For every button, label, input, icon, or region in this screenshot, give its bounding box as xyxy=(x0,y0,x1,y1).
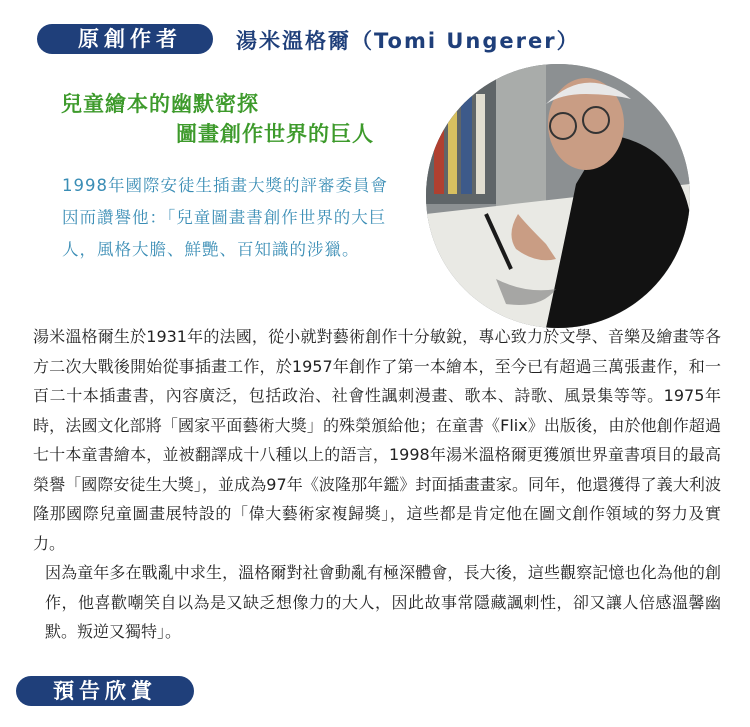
award-quote: 1998年國際安徒生插畫大獎的評審委員會因而讚譽他：「兒童圖畫書創作世界的大巨人，風格大膽、鮮艷、百知識的涉獵。 xyxy=(62,176,388,259)
biography-paragraph-1: 湯米溫格爾生於1931年的法國，從小就對藝術創作十分敏銳，專心致力於文學、音樂及繪畫等各方二次大戰後開始從事插畫工作，於1957年創作了第一本繪本，至今已有超過三萬張畫作，和一百二十本插畫書，內容廣泛，包括政治、社會性諷刺漫畫、歌本、詩歌、風景集等等。1975年時，法國文化部將「國家平面藝術大獎」的殊榮頒給他；在童書《Flix》出版後，由於他創作超過七十本童書繪本，並被翻譯成十八種以上的語言，1998年湯米溫格爾更獲頒世界童書項目的最高榮譽「國際安徒生大獎」，並成為97年《波隆那年鑑》封面插畫畫家。同年，他還獲得了義大利波隆那國際兒童圖畫展特設的「偉大藝術家複歸獎」，這些都是肯定他在圖文創作領域的努力及實力。 xyxy=(33,327,721,553)
author-name: 湯米溫格爾（Tomi Ungerer） xyxy=(236,29,580,53)
biography-paragraph-2: 因為童年多在戰亂中求生，溫格爾對社會動亂有極深體會，長大後，這些觀察記憶也化為他的創作，他喜歡嘲笑自以為是又缺乏想像力的大人，因此故事常隱藏諷刺性，卻又讓人倍感溫馨幽默。叛逆又獨特」。 xyxy=(45,563,721,641)
biography-text xyxy=(33,322,721,647)
section-label-author: 原創作者 xyxy=(37,24,213,54)
section-label-preview: 預告欣賞 xyxy=(16,676,194,706)
portrait-illustration xyxy=(426,64,690,328)
headline-line-2: 圖畫創作世界的巨人 xyxy=(176,122,374,146)
headline-line-1: 兒童繪本的幽默密探 xyxy=(61,92,259,116)
portrait-photo xyxy=(426,64,690,328)
